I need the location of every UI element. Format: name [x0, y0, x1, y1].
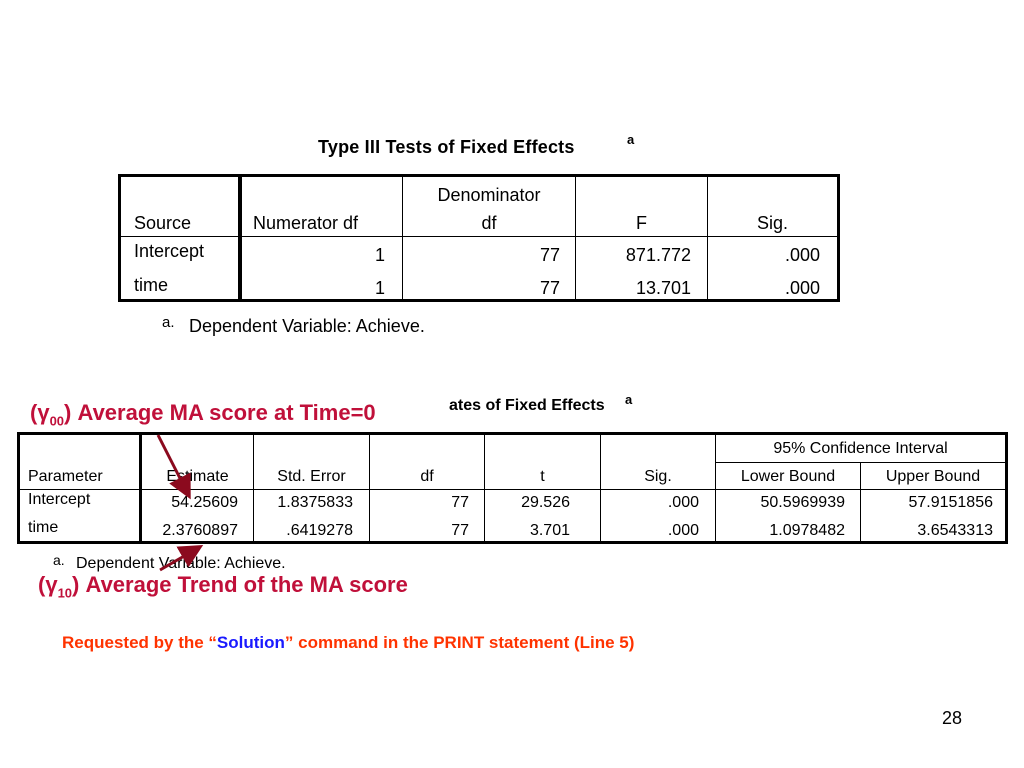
table2-footnote: Dependent Variable: Achieve. — [76, 555, 286, 572]
gamma00-symbol: γ — [37, 400, 50, 425]
table1-title: Type III Tests of Fixed Effects — [318, 137, 575, 157]
table2-row-lower-bound: 50.5969939 — [760, 494, 845, 511]
table1-row-f: 871.772 — [625, 245, 691, 265]
table2-header-df: df — [420, 468, 434, 485]
table1-row-sig: .000 — [784, 278, 820, 298]
note-solution-keyword: Solution — [216, 633, 285, 652]
gamma10-text: Average Trend of the MA score — [85, 572, 408, 597]
table2-row-t: 29.526 — [521, 494, 570, 511]
gamma10-arrow — [160, 548, 198, 570]
table2-row-sig: .000 — [667, 494, 699, 511]
table1-footnote-label: a. — [162, 314, 175, 331]
table2-header-confidence-interval: 95% Confidence Interval — [773, 440, 948, 457]
table1-row-source: time — [134, 275, 169, 295]
table2-row-parameter: Intercept — [28, 491, 91, 508]
table1-header-f: F — [636, 213, 647, 233]
table1-header-denominator-df: df — [481, 213, 497, 233]
table2-row-upper-bound: 57.9151856 — [908, 494, 993, 511]
table2-row-parameter: time — [28, 519, 59, 536]
gamma10-subscript: 10 — [57, 585, 73, 601]
table2-row-upper-bound: 3.6543313 — [917, 522, 993, 539]
note-prefix: Requested by the “ — [62, 633, 217, 652]
gamma10-annotation: $(\gamma_{10})$ Average Trend of the MA score — [38, 572, 408, 601]
gamma00-arrow — [158, 435, 188, 494]
table2-row-t: 3.701 — [529, 522, 570, 539]
table2-header-upper-bound: Upper Bound — [885, 468, 981, 485]
table2-row-lower-bound: 1.0978482 — [769, 522, 845, 539]
solution-note — [62, 633, 634, 653]
table1-row-numerator-df: 1 — [374, 278, 385, 298]
table1-header-denominator: Denominator — [437, 185, 541, 205]
table2-row-sig: .000 — [667, 522, 699, 539]
table1-header-numerator-df: Numerator df — [253, 213, 359, 233]
table2-row-std-error: .6419278 — [286, 522, 353, 539]
gamma00-annotation: $(\gamma_{00})$ Average MA score at Time=0 — [26, 397, 382, 431]
table2-row-df: 77 — [451, 522, 469, 539]
table2-row-estimate: 54.25609 — [171, 494, 238, 511]
table2-header-sig: Sig. — [644, 468, 672, 485]
note-suffix: ” command in the PRINT statement (Line 5) — [284, 633, 635, 652]
table2-row-df: 77 — [451, 494, 469, 511]
table2-title-superscript: a — [625, 392, 633, 407]
table2-header-std-error: Std. Error — [277, 468, 346, 485]
table2-row-std-error: 1.8375833 — [277, 494, 353, 511]
table2-header-parameter: Parameter — [28, 468, 103, 485]
table1-row-denominator-df: 77 — [539, 278, 560, 298]
table1-title-superscript: a — [627, 132, 635, 147]
table1-row-sig: .000 — [784, 245, 820, 265]
gamma00-subscript: 00 — [49, 413, 65, 429]
table2-row-estimate: 2.3760897 — [162, 522, 238, 539]
table1-row-f: 13.701 — [635, 278, 691, 298]
table1-row-source: Intercept — [134, 241, 205, 261]
table2-title: ates of Fixed Effects — [449, 397, 605, 414]
table2-header-t: t — [540, 468, 545, 485]
page-number: 28 — [941, 708, 962, 728]
gamma10-symbol: γ — [45, 572, 58, 597]
table1-footnote: Dependent Variable: Achieve. — [189, 316, 425, 336]
table2-header-lower-bound: Lower Bound — [740, 468, 836, 485]
table1-row-denominator-df: 77 — [539, 245, 560, 265]
gamma00-text: Average MA score at Time=0 — [77, 400, 376, 425]
table2-header-estimate: Estimate — [166, 468, 229, 485]
table2-footnote-label: a. — [53, 552, 65, 568]
table1-header-sig: Sig. — [756, 213, 789, 233]
table1-row-numerator-df: 1 — [374, 245, 385, 265]
table1-header-source: Source — [134, 213, 192, 233]
